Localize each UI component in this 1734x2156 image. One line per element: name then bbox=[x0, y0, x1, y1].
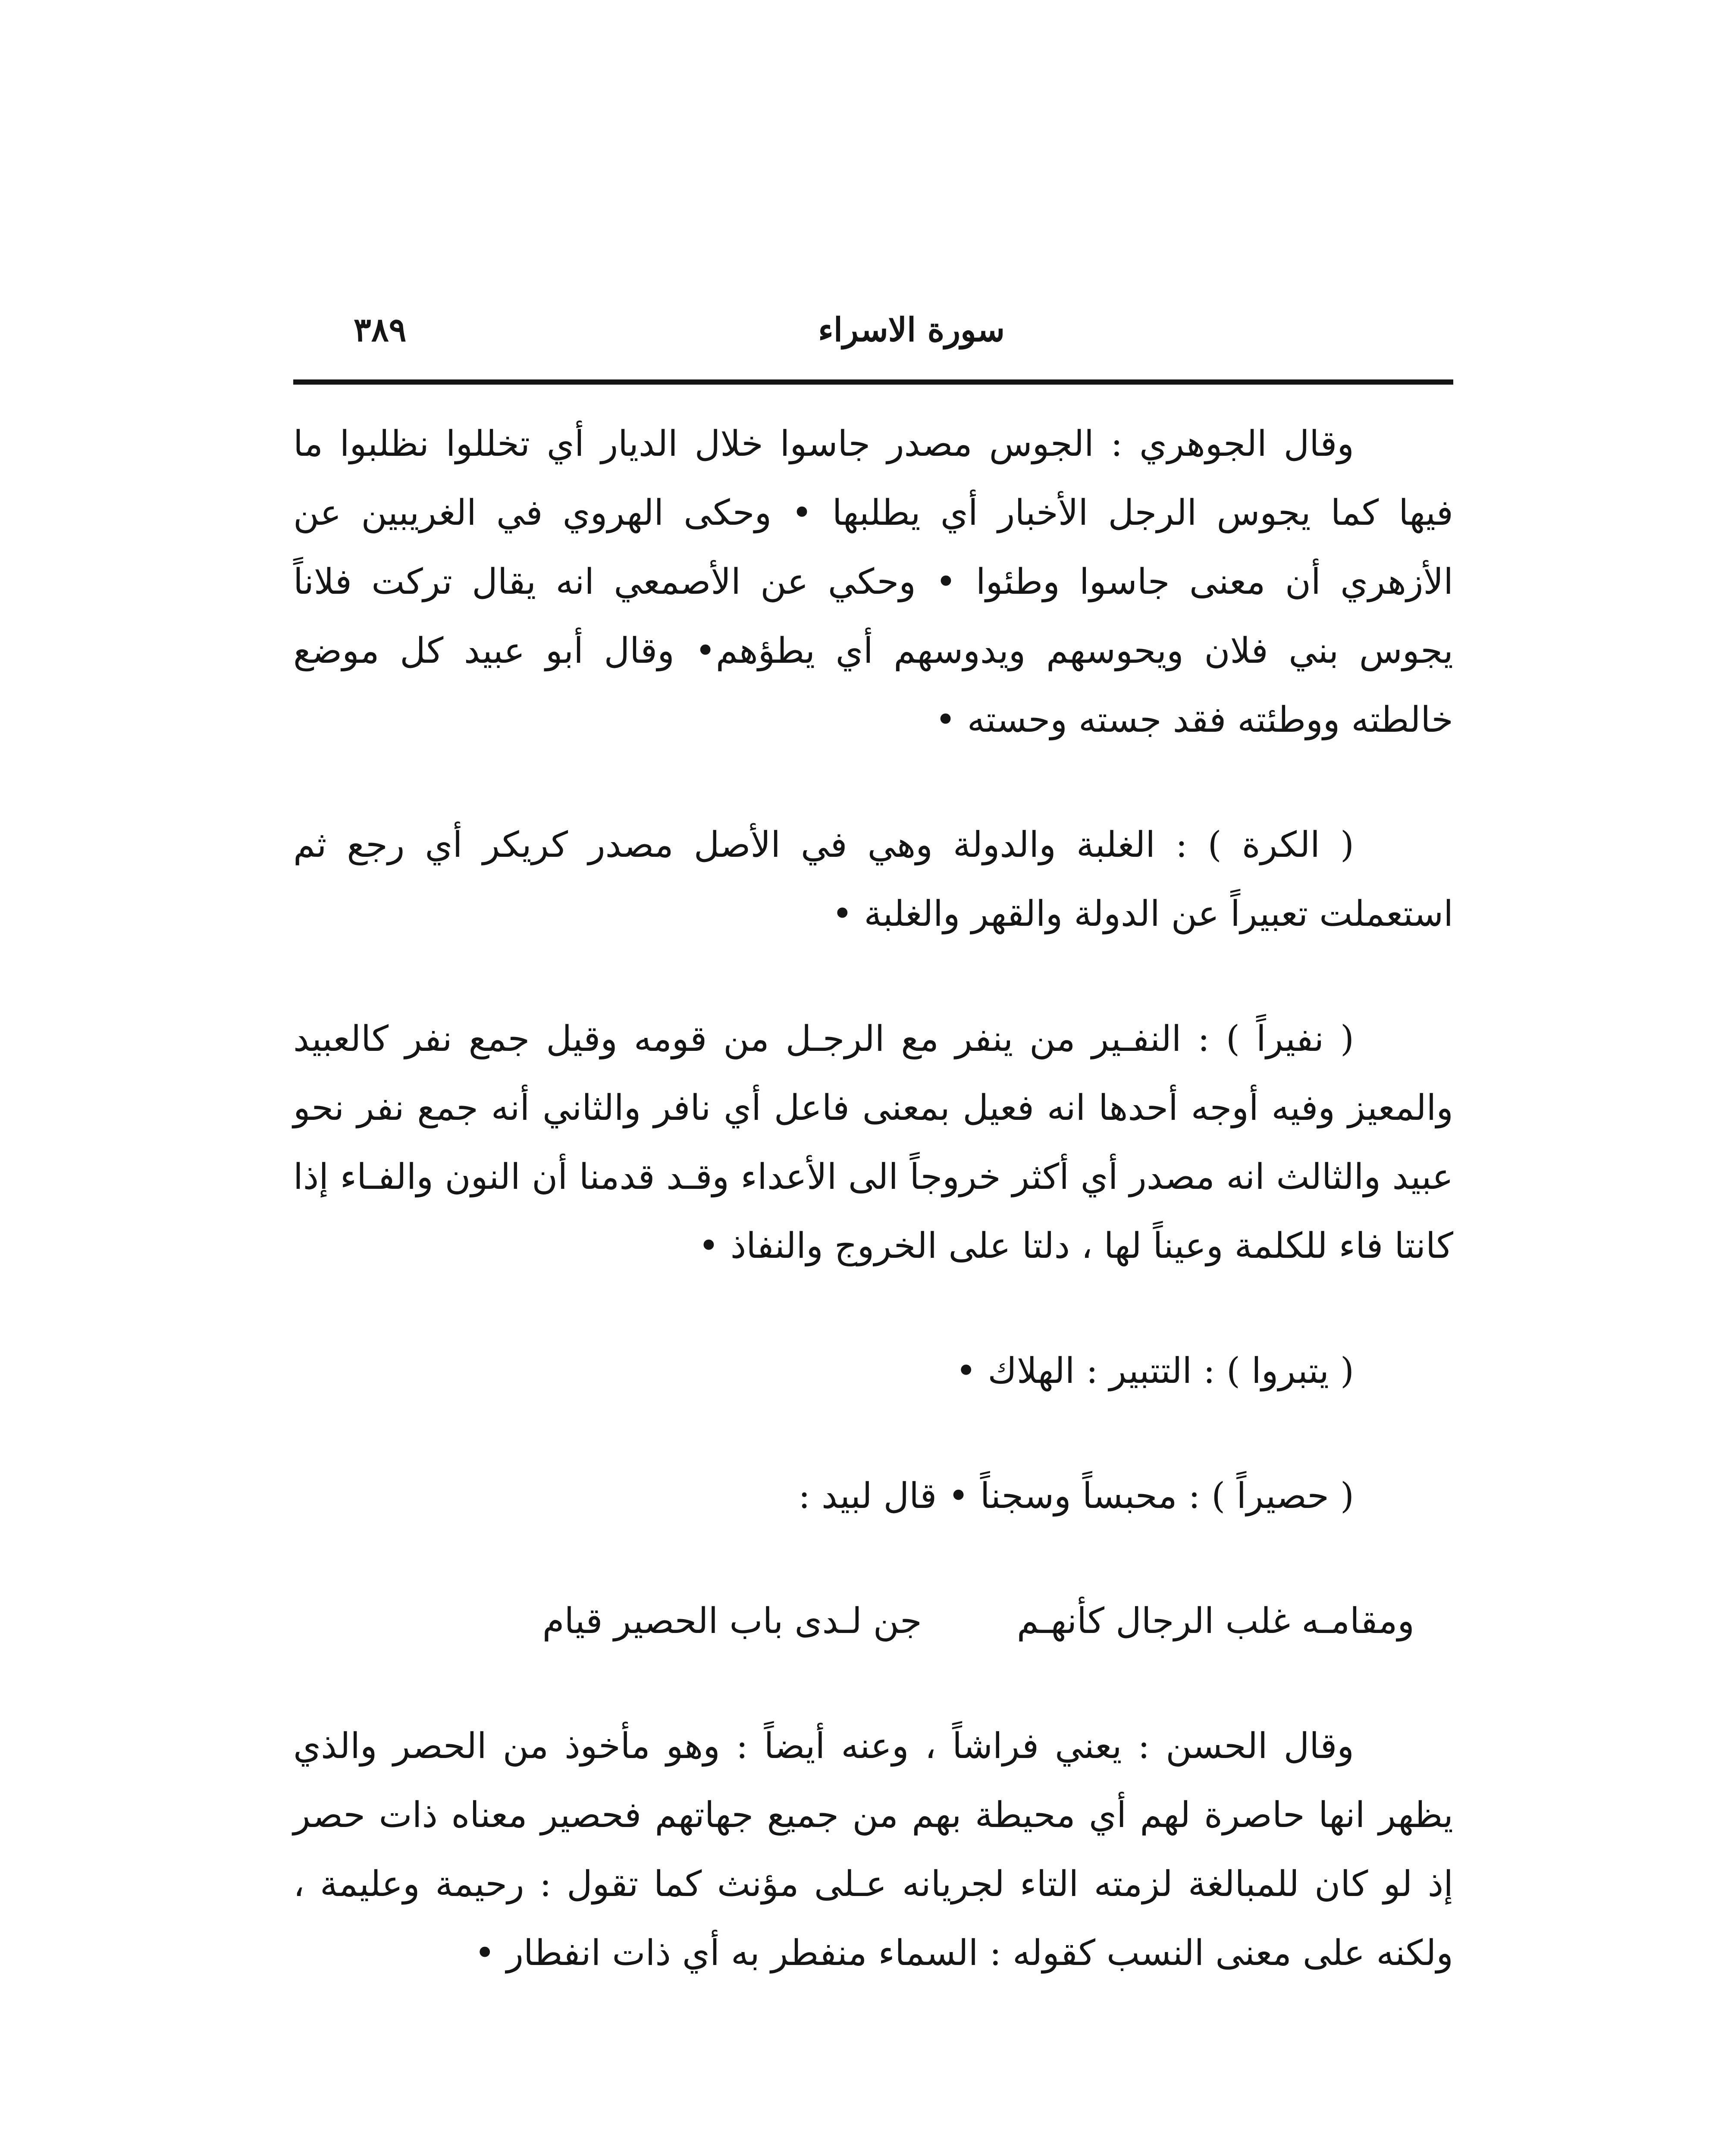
verse-first-hemistich: ومقامـه غلب الرجال كأنهـم bbox=[1016, 1601, 1414, 1642]
paragraph-karrah: ( الكرة ) : الغلبة والدولة وهي في الأصل مصدر كريكر أي رجع ثم استعملت تعبيراً عن الدولة والقهر والغلبة • bbox=[293, 824, 1453, 934]
surah-title: سورة الاسراء bbox=[818, 310, 1005, 349]
verse-second-hemistich: جن لـدى باب الحصير قيام bbox=[542, 1601, 922, 1642]
page-body bbox=[293, 410, 1453, 2044]
page-header bbox=[293, 298, 1453, 362]
page-number: ٣٨٩ bbox=[354, 310, 407, 349]
paragraph-hasan: وقال الحسن : يعني فراشاً ، وعنه أيضاً : وهو مأخوذ من الحصر والذي يظهر انها حاصرة لهم أي محيطة بهم من جميع جهاتهم فحصير معناه ذات حصر إذ لو كان للمبالغة لزمته التاء لجريانه عـلى مؤنث كما تقول : رحيمة وعليمة ، ولكنه على معنى النسب كقوله : السماء منفطر به أي ذات انفطار • bbox=[293, 1726, 1453, 1974]
paragraph-jaws: وقال الجوهري : الجوس مصدر جاسوا خلال الديار أي تخللوا نظلبوا ما فيها كما يجوس الرجل الأخبار أي يطلبها • وحكى الهروي في الغريبين عن الأزهري أن معنى جاسوا وطئوا • وحكي عن الأصمعي انه يقال تركت فلاناً يجوس بني فلان ويحوسهم ويدوسهم أي يطؤهم• وقال أبو عبيد كل موضع خالطته ووطئته فقد جسته وحسته • bbox=[293, 423, 1453, 740]
line-yutabbiru: ( يتبروا ) : التتبير : الهلاك • bbox=[955, 1351, 1354, 1391]
header-rule bbox=[293, 379, 1453, 385]
paragraph-nafir: ( نفيراً ) : النفـير من ينفر مع الرجـل من قومه وقيل جمع نفر كالعبيد والمعيز وفيه أوجه أحدها انه فعيل بمعنى فاعل أي نافر والثاني أنه جمع نفر نحو عبيد والثالث انه مصدر أي أكثر خروجاً الى الأعداء وقـد قدمنا أن النون والفـاء إذا كانتا فاء للكلمة وعيناً لها ، دلتا على الخروج والنفاذ • bbox=[293, 1018, 1453, 1266]
line-hasira: ( حصيراً ) : محبساً وسجناً • قال لبيد : bbox=[798, 1476, 1354, 1517]
poetry-verse bbox=[293, 1587, 1453, 1656]
